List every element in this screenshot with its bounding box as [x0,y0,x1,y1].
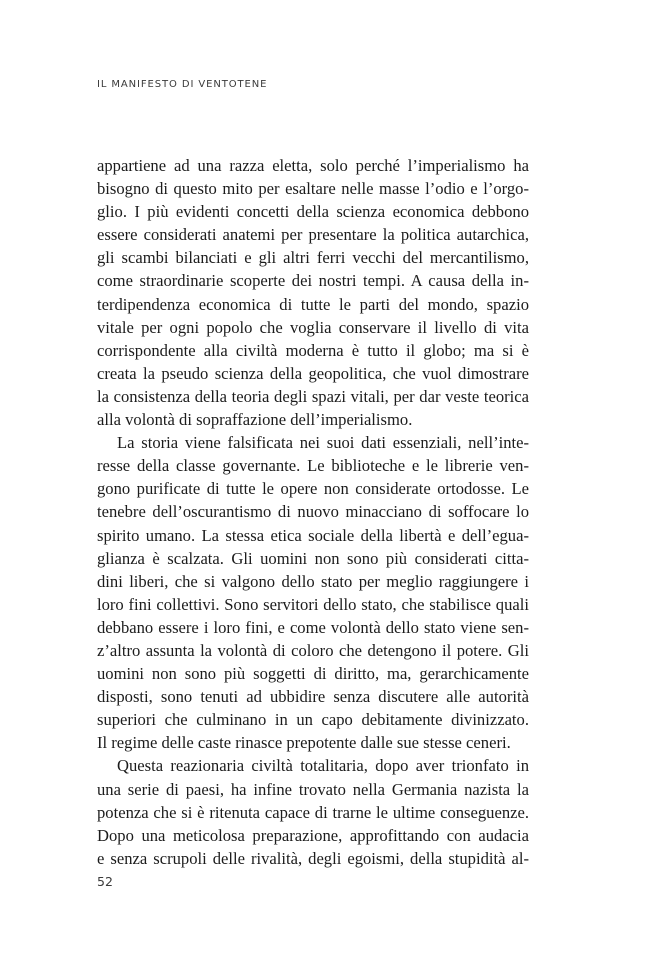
text-line: appartiene ad una razza eletta, solo perché l’imperialismo ha [97,156,529,175]
text-line: potenza che si è ritenuta capace di trarne le ultime conseguenze. [97,802,529,822]
text-line: creata la pseudo scienza della geopolitica, che vuol dimostrare [97,363,529,383]
text-line: terdipendenza economica di tutte le parti del mondo, spazio [97,294,529,314]
text-line: una serie di paesi, ha infine trovato nella Germania nazista la [97,779,529,799]
text-line: alla volontà di sopraffazione dell’imperialismo. [97,410,413,430]
text-line: corrispondente alla civiltà moderna è tutto il globo; ma si è [97,340,529,360]
text-line: resse della classe governante. Le biblioteche e le librerie ven- [97,456,529,476]
text-line: glio. I più evidenti concetti della scienza economica debbono [97,202,529,222]
paragraph [97,431,529,754]
page-number: 52 [97,874,113,889]
text-line: superiori che culminano in un capo debitamente divinizzato. [97,710,529,730]
text-line: z’altro assunta la volontà di coloro che detengono il potere. Gli [97,640,529,660]
running-head: IL MANIFESTO DI VENTOTENE [97,79,268,90]
text-line: gono purificate di tutte le opere non considerate ortodosse. Le [97,479,529,499]
text-line: Questa reazionaria civiltà totalitaria, dopo aver trionfato in [117,756,529,776]
text-line: disposti, sono tenuti ad ubbidire senza discutere alle autorità [97,687,529,707]
text-line: debbano essere i loro fini, e come volontà dello stato viene sen- [97,617,529,637]
text-line: glianza è scalzata. Gli uomini non sono più considerati citta- [97,548,529,568]
text-line: La storia viene falsificata nei suoi dati essenziali, nell’inte- [117,433,529,453]
text-line: dini liberi, che si valgono dello stato per meglio raggiungere i [97,571,529,591]
text-line: essere considerati anatemi per presentare la politica autarchica, [97,225,529,245]
text-line: vitale per ogni popolo che voglia conservare il livello di vita [97,317,529,337]
text-line: spirito umano. La stessa etica sociale della libertà e dell’egua- [97,525,529,545]
text-line: tenebre dell’oscurantismo di nuovo minacciano di soffocare lo [97,502,529,522]
body-text [97,154,529,870]
text-line: Dopo una meticolosa preparazione, approfittando con audacia [97,825,529,845]
paragraph [97,754,529,869]
text-line: e senza scrupoli delle rivalità, degli egoismi, della stupidità al- [97,848,529,868]
text-line: gli scambi bilanciati e gli altri ferri vecchi del mercantilismo, [97,248,529,268]
text-line: uomini non sono più soggetti di diritto, ma, gerarchicamente [97,664,529,684]
text-line: loro fini collettivi. Sono servitori dello stato, che stabilisce quali [97,594,529,614]
text-line: bisogno di questo mito per esaltare nelle masse l’odio e l’orgo- [97,179,529,199]
text-line: la consistenza della teoria degli spazi vitali, per dar veste teorica [97,386,529,406]
paragraph [97,154,529,431]
text-line: Il regime delle caste rinasce prepotente dalle sue stesse ceneri. [97,733,511,753]
text-line: come straordinarie scoperte dei nostri tempi. A causa della in- [97,271,529,291]
